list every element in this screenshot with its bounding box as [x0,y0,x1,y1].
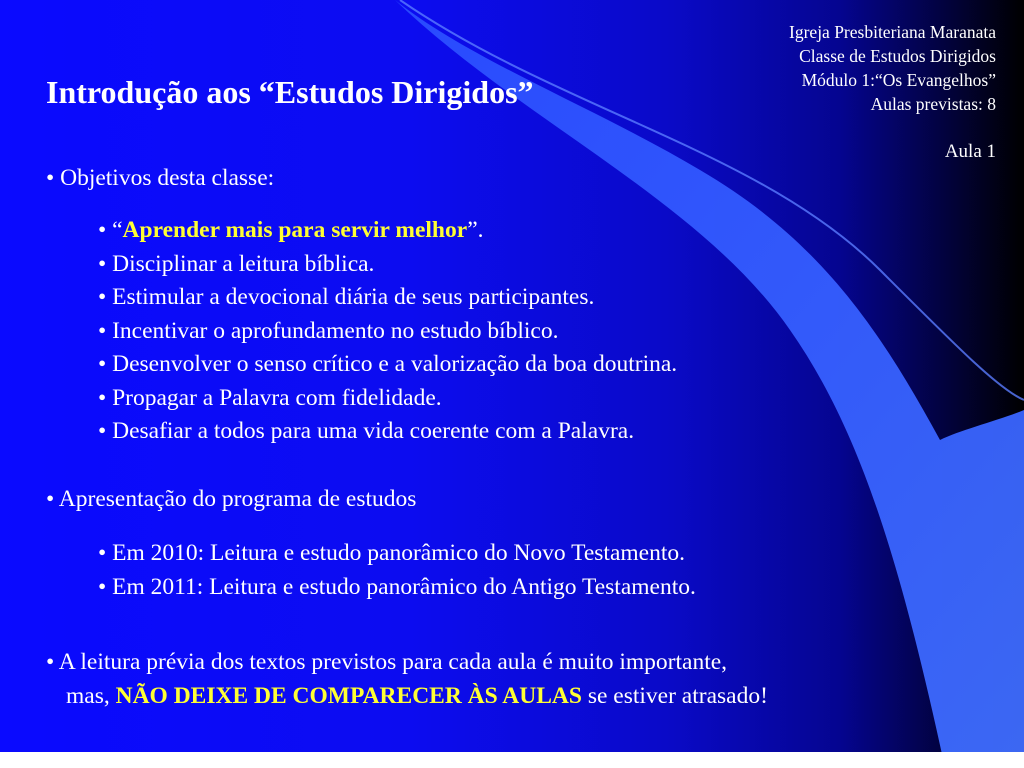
objectives-list [98,214,677,449]
list-item: • Em 2011: Leitura e estudo panorâmico do Antigo Testamento. [98,573,696,600]
bottom-strip [0,752,1024,768]
notice-highlight: NÃO DEIXE DE COMPARECER ÀS AULAS [115,682,582,709]
list-item: • Desafiar a todos para uma vida coerente com a Palavra. [98,418,635,444]
notice-line-1: • A leitura prévia dos textos previstos para cada aula é muito importante, [46,649,728,675]
notice [46,646,768,713]
item-prefix: • “ [98,217,123,243]
item-suffix: ”. [467,217,484,243]
church-name: Igreja Presbiteriana Maranata [789,22,996,42]
notice-line-2 [46,680,768,714]
planned-lessons: Aulas previstas: 8 [870,94,996,114]
list-item: • Estimular a devocional diária de seus participantes. [98,284,595,310]
list-item: • Em 2010: Leitura e estudo panorâmico do Novo Testamento. [98,540,685,566]
page-title: Introdução aos “Estudos Dirigidos” [46,74,534,110]
highlight-motto: Aprender mais para servir melhor [122,217,468,243]
module-name: Módulo 1:“Os Evangelhos” [801,70,996,90]
notice-prefix: mas, [66,682,116,709]
list-item: • Disciplinar a leitura bíblica. [98,250,375,277]
notice-suffix: se estiver atrasado! [581,682,768,709]
header-info [789,20,996,164]
objectives-heading: • Objetivos desta classe: [46,165,275,191]
lesson-number: Aula 1 [944,141,996,162]
list-item: • Propagar a Palavra com fidelidade. [98,384,442,411]
list-item [98,214,677,248]
program-list [98,537,696,604]
class-name: Classe de Estudos Dirigidos [799,46,996,66]
list-item: • Incentivar o aprofundamento no estudo bíblico. [98,317,559,344]
list-item: • Desenvolver o senso crítico e a valorização da boa doutrina. [98,351,678,377]
program-heading: • Apresentação do programa de estudos [46,486,417,512]
